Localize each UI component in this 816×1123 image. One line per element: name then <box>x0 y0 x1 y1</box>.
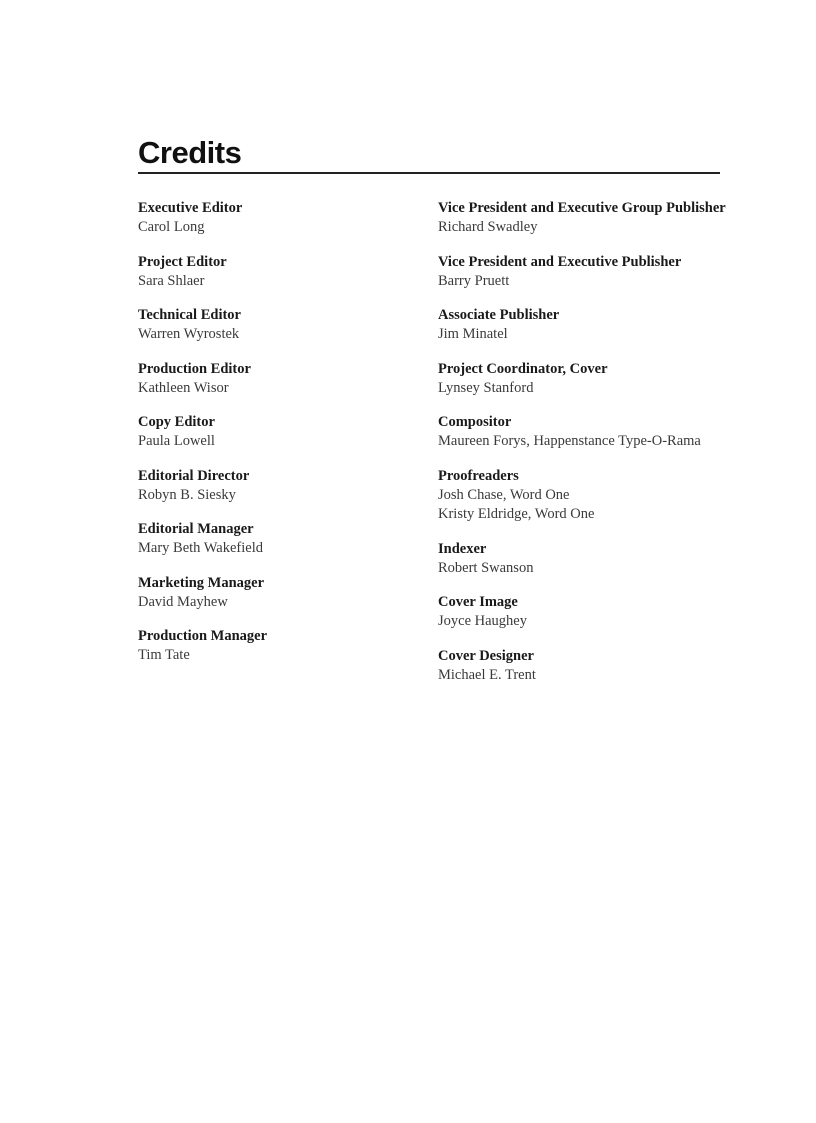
credit-name: Maureen Forys, Happenstance Type-O-Rama <box>438 433 701 449</box>
credit-entry <box>138 412 418 452</box>
credits-right-column <box>438 198 738 699</box>
credit-role: Production Editor <box>138 360 251 377</box>
credit-role: Cover Image <box>438 594 518 610</box>
credit-entry <box>138 573 418 613</box>
credit-role: Production Manager <box>138 628 268 644</box>
credit-entry <box>438 412 738 452</box>
credit-entry <box>138 252 418 292</box>
credit-name: David Mayhew <box>138 593 228 610</box>
credit-role: Executive Editor <box>138 200 243 216</box>
credit-name: Kristy Eldridge, Word One <box>438 506 595 522</box>
credit-name: Michael E. Trent <box>438 666 536 683</box>
credit-name: Robert Swanson <box>438 559 534 576</box>
credit-role: Proofreaders <box>438 467 519 484</box>
credit-role: Vice President and Executive Publisher <box>438 253 682 270</box>
credit-entry <box>438 305 738 345</box>
credit-name: Mary Beth Wakefield <box>138 540 263 556</box>
credit-entry <box>438 466 738 525</box>
page-title: Credits <box>138 135 242 170</box>
credit-entry <box>438 592 738 632</box>
credit-entry <box>138 359 418 399</box>
credit-role: Technical Editor <box>138 307 241 323</box>
credit-entry <box>438 359 738 399</box>
credit-role: Editorial Manager <box>138 521 254 537</box>
credit-name: Joyce Haughey <box>438 613 527 629</box>
credit-entry <box>138 305 418 345</box>
credit-name: Warren Wyrostek <box>138 326 240 342</box>
credit-entry <box>138 198 418 238</box>
credit-name: Josh Chase, Word One <box>438 486 570 503</box>
credit-entry <box>138 466 418 506</box>
credit-role: Indexer <box>438 540 487 557</box>
credit-role: Associate Publisher <box>438 307 560 323</box>
credit-name: Paula Lowell <box>138 433 215 449</box>
credit-role: Compositor <box>438 414 512 430</box>
credit-name: Robyn B. Siesky <box>138 486 236 503</box>
credit-entry <box>438 539 738 579</box>
credits-left-column <box>138 198 418 680</box>
credit-entry <box>438 252 738 292</box>
credit-name: Carol Long <box>138 219 205 235</box>
credit-role: Project Coordinator, Cover <box>438 360 608 377</box>
credit-role: Editorial Director <box>138 467 250 484</box>
credit-name: Jim Minatel <box>438 326 508 342</box>
credit-role: Marketing Manager <box>138 574 265 591</box>
credit-entry <box>438 646 738 686</box>
credit-name: Kathleen Wisor <box>138 379 229 396</box>
credit-name: Lynsey Stanford <box>438 379 534 396</box>
credit-name: Richard Swadley <box>438 219 538 235</box>
credit-role: Copy Editor <box>138 414 215 430</box>
credit-role: Project Editor <box>138 253 227 270</box>
credit-entry <box>138 519 418 559</box>
credit-name: Sara Shlaer <box>138 272 205 289</box>
credit-entry <box>438 198 738 238</box>
credit-entry <box>138 626 418 666</box>
credit-role: Cover Designer <box>438 647 534 664</box>
credit-name: Barry Pruett <box>438 272 510 289</box>
credit-role: Vice President and Executive Group Publisher <box>438 200 726 216</box>
title-rule <box>138 172 720 174</box>
credit-name: Tim Tate <box>138 647 190 663</box>
